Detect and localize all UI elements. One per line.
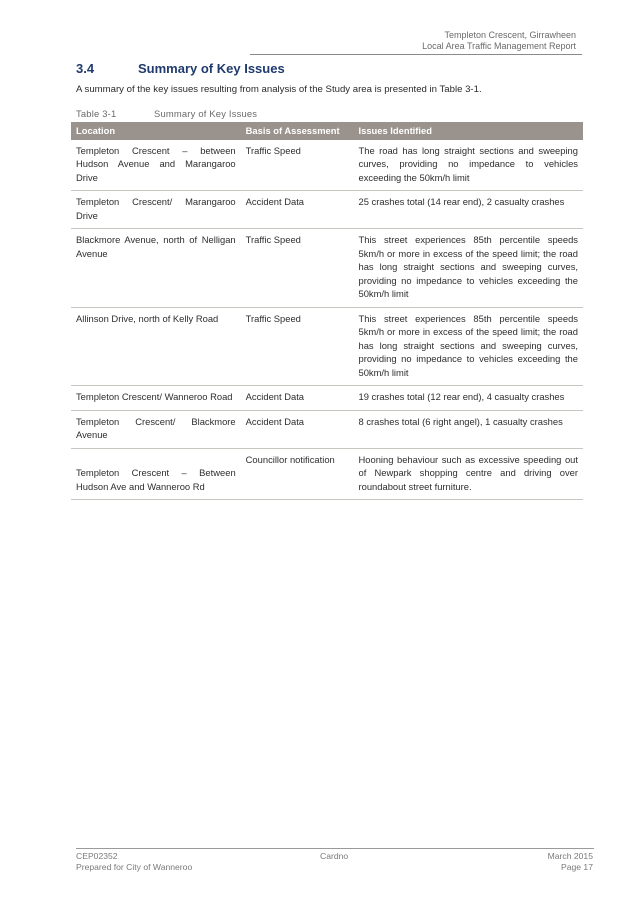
- cell-location: Templeton Crescent/ Blackmore Avenue: [71, 410, 241, 448]
- section-title: Summary of Key Issues: [138, 61, 285, 76]
- column-header-issues: Issues Identified: [354, 122, 584, 140]
- cell-issue: Hooning behaviour such as excessive speeding out of Newpark shopping centre and driving over roundabout street furniture.: [354, 448, 584, 500]
- cell-location: Templeton Crescent – between Hudson Avenue and Marangaroo Drive: [71, 140, 241, 191]
- table-row: [71, 386, 583, 411]
- table-caption-number: Table 3-1: [76, 108, 117, 119]
- key-issues-table: [71, 122, 583, 500]
- table-caption: [76, 108, 257, 119]
- cell-issue: 19 crashes total (12 rear end), 4 casualty crashes: [354, 386, 584, 411]
- footer-prepared-for: Prepared for City of Wanneroo: [76, 861, 193, 872]
- section-heading: [76, 61, 285, 76]
- cell-location: Blackmore Avenue, north of Nelligan Avenue: [71, 229, 241, 308]
- cell-location: Templeton Crescent/ Marangaroo Drive: [71, 191, 241, 229]
- table-row: [71, 410, 583, 448]
- table-row: [71, 191, 583, 229]
- table-row: [71, 140, 583, 191]
- table-row: [71, 229, 583, 308]
- column-header-location: Location: [71, 122, 241, 140]
- cell-location: Templeton Crescent/ Wanneroo Road: [71, 386, 241, 411]
- cell-issue: 25 crashes total (14 rear end), 2 casualty crashes: [354, 191, 584, 229]
- footer-left: [76, 851, 192, 872]
- cell-basis: Accident Data: [241, 386, 354, 411]
- cell-basis: Accident Data: [241, 410, 354, 448]
- cell-location: Templeton Crescent – Between Hudson Ave and Wanneroo Rd: [71, 448, 241, 500]
- cell-basis: Traffic Speed: [241, 229, 354, 308]
- header-project-title: Templeton Crescent, Girrawheen: [444, 30, 576, 40]
- running-header: [176, 30, 576, 52]
- footer-page-number: Page 17: [560, 861, 593, 872]
- table-row: [71, 307, 583, 386]
- table-caption-title: Summary of Key Issues: [154, 108, 258, 119]
- header-divider: [250, 54, 582, 55]
- table-row: [71, 448, 583, 500]
- cell-issue: This street experiences 85th percentile speeds 5km/h or more in excess of the speed limit; the road has long straight sections and sweeping curves, providing no impedance to vehicles exceeding the 50km/h limit: [354, 307, 584, 386]
- table-header-row: [71, 122, 583, 140]
- section-number: 3.4: [76, 61, 95, 76]
- column-header-basis: Basis of Assessment: [241, 122, 354, 140]
- footer-right: [548, 851, 593, 872]
- intro-paragraph: A summary of the key issues resulting from analysis of the Study area is presented in Table 3-1.: [76, 84, 482, 95]
- footer-divider: [76, 848, 594, 849]
- cell-basis: Councillor notification: [241, 448, 354, 500]
- cell-basis: Accident Data: [241, 191, 354, 229]
- cell-issue: 8 crashes total (6 right angel), 1 casualty crashes: [354, 410, 584, 448]
- cell-issue: The road has long straight sections and sweeping curves, providing no impedance to vehicles exceeding the 50km/h limit: [354, 140, 584, 191]
- footer-project-ref: CEP02352: [76, 851, 118, 861]
- cell-basis: Traffic Speed: [241, 307, 354, 386]
- cell-basis: Traffic Speed: [241, 140, 354, 191]
- header-report-title: Local Area Traffic Management Report: [422, 41, 576, 51]
- cell-issue: This street experiences 85th percentile speeds 5km/h or more in excess of the speed limit; the road has long straight sections and sweeping curves, providing no impedance to vehicles exceeding the 50km/h limit: [354, 229, 584, 308]
- footer-date: March 2015: [547, 851, 593, 861]
- cell-location: Allinson Drive, north of Kelly Road: [71, 307, 241, 386]
- footer-company: Cardno: [320, 851, 349, 861]
